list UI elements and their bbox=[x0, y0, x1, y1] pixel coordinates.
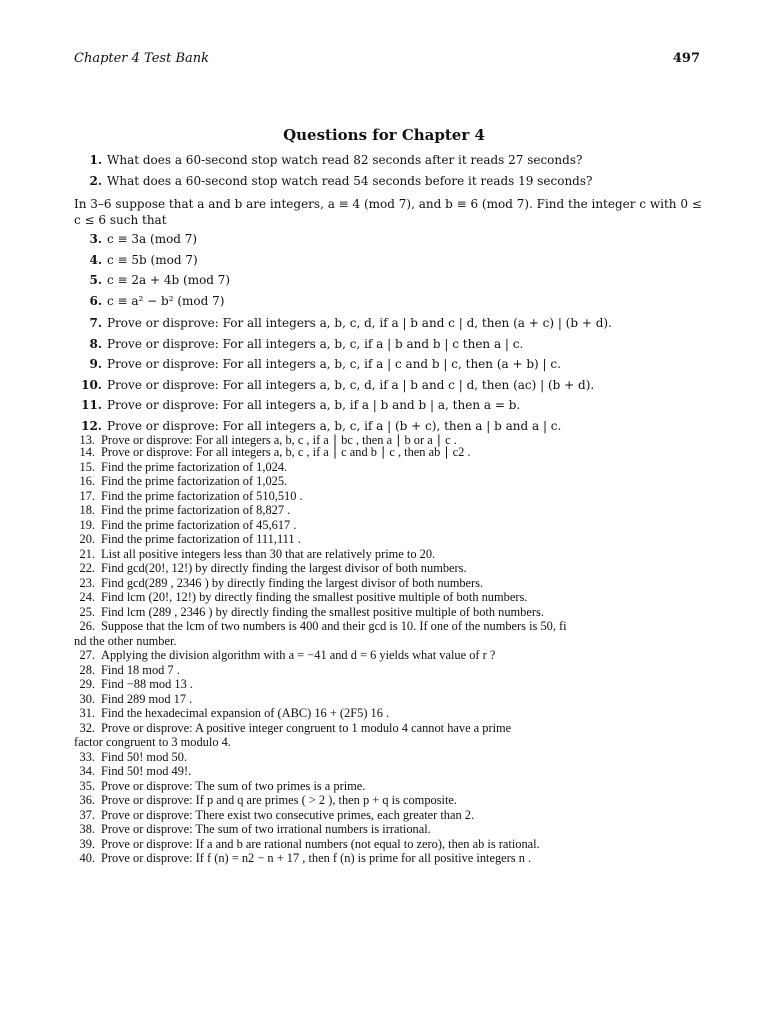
question-text: Prove or disprove: A positive integer congruent to 1 modulo 4 cannot have a prime bbox=[101, 720, 512, 735]
question-number: 27. bbox=[79, 648, 95, 662]
question-item bbox=[74, 605, 714, 620]
question-item bbox=[74, 561, 714, 576]
question-text: Find lcm (20!, 12!) by directly finding the smallest positive multiple of both numbers. bbox=[101, 590, 528, 604]
question-number: 26. bbox=[79, 619, 95, 633]
question-item bbox=[74, 721, 714, 736]
question-text: c ≡ 3a (mod 7) bbox=[107, 232, 198, 246]
intro-paragraph: In 3–6 suppose that a and b are integers, a ≡ 4 (mod 7), and b ≡ 6 (mod 7). Find the integer c with 0 ≤ c ≤ 6 such that bbox=[74, 197, 702, 227]
question-number: 7. bbox=[89, 316, 102, 330]
question-text: Find lcm (289 , 2346 ) by directly finding the smallest positive multiple of both numbers. bbox=[101, 604, 544, 619]
question-number: 32. bbox=[79, 720, 95, 735]
question-text: Find the prime factorization of 510,510 . bbox=[101, 488, 303, 503]
question-text: Prove or disprove: The sum of two primes is a prime. bbox=[101, 778, 366, 793]
question-item bbox=[74, 706, 714, 721]
question-number: 31. bbox=[79, 706, 95, 720]
question-number: 21. bbox=[79, 546, 95, 561]
question-number: 38. bbox=[79, 822, 95, 836]
question-list-c bbox=[74, 313, 710, 436]
question-text: Prove or disprove: For all integers a, b, c, if a | c and b | c, then (a + b) | c. bbox=[107, 357, 561, 371]
question-number: 20. bbox=[79, 532, 95, 546]
question-item bbox=[74, 663, 714, 678]
question-text: Prove or disprove: If f (n) = n2 − n + 17 , then f (n) is prime for all positive integers n . bbox=[101, 851, 532, 865]
question-item bbox=[74, 375, 710, 396]
question-text: Suppose that the lcm of two numbers is 400 and their gcd is 10. If one of the numbers is 50, fi bbox=[101, 619, 567, 633]
question-item bbox=[74, 229, 710, 250]
question-number: 24. bbox=[79, 590, 95, 604]
question-item bbox=[74, 764, 714, 779]
question-text: Prove or disprove: For all integers a, b, c, d, if a | b and c | d, then (ac) | (b + d). bbox=[107, 377, 595, 392]
question-text-continuation: factor congruent to 3 modulo 4. bbox=[74, 735, 231, 749]
question-text: c ≡ a² − b² (mod 7) bbox=[107, 293, 225, 308]
question-number: 30. bbox=[79, 691, 95, 706]
question-number: 11. bbox=[81, 398, 102, 412]
question-text: Prove or disprove: The sum of two irrational numbers is irrational. bbox=[101, 822, 431, 836]
question-text: Find 50! mod 49!. bbox=[101, 764, 192, 778]
question-item bbox=[74, 250, 710, 271]
question-item bbox=[74, 489, 714, 504]
page-number: 497 bbox=[672, 51, 700, 66]
question-number: 25. bbox=[79, 604, 95, 619]
question-item bbox=[74, 619, 714, 634]
question-number: 40. bbox=[79, 851, 95, 865]
question-item bbox=[74, 150, 710, 171]
question-number: 14. bbox=[79, 445, 95, 459]
question-text: Find the hexadecimal expansion of (ABC) 16 + (2F5) 16 . bbox=[101, 706, 390, 720]
question-number: 2. bbox=[89, 173, 102, 188]
question-number: 15. bbox=[79, 459, 95, 474]
question-list-b bbox=[74, 229, 710, 311]
question-text: What does a 60-second stop watch read 82 seconds after it reads 27 seconds? bbox=[107, 153, 583, 167]
question-item bbox=[74, 822, 714, 837]
question-number: 16. bbox=[79, 474, 95, 488]
question-item bbox=[74, 503, 714, 518]
question-number: 10. bbox=[81, 377, 102, 392]
question-number: 18. bbox=[79, 503, 95, 517]
question-text: Prove or disprove: For all integers a, b, c , if a ∣ c and b ∣ c , then ab ∣ c2 . bbox=[101, 445, 471, 459]
question-text: Find gcd(20!, 12!) by directly finding the largest divisor of both numbers. bbox=[101, 561, 467, 575]
question-item bbox=[74, 354, 710, 375]
section-title: Questions for Chapter 4 bbox=[283, 126, 485, 144]
question-number: 29. bbox=[79, 677, 95, 691]
question-item bbox=[74, 445, 714, 460]
question-text: Find 289 mod 17 . bbox=[101, 691, 193, 706]
question-item bbox=[74, 313, 710, 334]
question-text: Find the prime factorization of 1,024. bbox=[101, 459, 288, 474]
question-item bbox=[74, 474, 714, 489]
question-text: Find −88 mod 13 . bbox=[101, 677, 194, 691]
question-item bbox=[74, 779, 714, 794]
question-item bbox=[74, 590, 714, 605]
question-text: Prove or disprove: There exist two consecutive primes, each greater than 2. bbox=[101, 807, 475, 822]
question-text: Find the prime factorization of 111,111 . bbox=[101, 532, 301, 546]
question-text: Find 18 mod 7 . bbox=[101, 662, 180, 677]
question-text: Find gcd(289 , 2346 ) by directly finding the largest divisor of both numbers. bbox=[101, 575, 484, 590]
question-item bbox=[74, 677, 714, 692]
question-item bbox=[74, 518, 714, 533]
question-number: 6. bbox=[89, 293, 102, 308]
question-text-continuation: nd the other number. bbox=[74, 633, 177, 648]
question-text: Prove or disprove: If a and b are rational numbers (not equal to zero), then ab is rational. bbox=[101, 836, 540, 851]
question-text: Prove or disprove: For all integers a, b, c, d, if a | b and c | d, then (a + c) | (b + d). bbox=[107, 316, 612, 330]
question-item bbox=[74, 532, 714, 547]
question-text: What does a 60-second stop watch read 54 seconds before it reads 19 seconds? bbox=[107, 173, 593, 188]
question-text: Prove or disprove: For all integers a, b, c, if a | b and b | c then a | c. bbox=[107, 336, 524, 351]
question-text: c ≡ 5b (mod 7) bbox=[107, 252, 198, 267]
question-text: c ≡ 2a + 4b (mod 7) bbox=[107, 273, 231, 287]
question-number: 39. bbox=[79, 836, 95, 851]
question-number: 9. bbox=[89, 357, 102, 371]
question-item bbox=[74, 750, 714, 765]
question-item bbox=[74, 808, 714, 823]
question-number: 3. bbox=[89, 232, 102, 246]
question-item bbox=[74, 435, 714, 445]
question-number: 13. bbox=[79, 433, 95, 447]
question-text: Find 50! mod 50. bbox=[101, 749, 188, 764]
question-item bbox=[74, 395, 710, 416]
question-number: 5. bbox=[89, 273, 102, 287]
question-text: Prove or disprove: For all integers a, b, c , if a ∣ bc , then a ∣ b or a ∣ c . bbox=[101, 433, 457, 447]
question-number: 23. bbox=[79, 575, 95, 590]
question-number: 28. bbox=[79, 662, 95, 677]
question-text: Applying the division algorithm with a = −41 and d = 6 yields what value of r ? bbox=[101, 648, 496, 662]
running-header-title: Chapter 4 Test Bank bbox=[74, 51, 209, 66]
question-text: Find the prime factorization of 8,827 . bbox=[101, 503, 291, 517]
question-item bbox=[74, 576, 714, 591]
question-item bbox=[74, 851, 714, 866]
question-number: 19. bbox=[79, 517, 95, 532]
question-number: 33. bbox=[79, 749, 95, 764]
question-item bbox=[74, 692, 714, 707]
question-text: Find the prime factorization of 1,025. bbox=[101, 474, 288, 488]
question-item bbox=[74, 793, 714, 808]
question-number: 12. bbox=[81, 418, 102, 433]
question-list-d bbox=[74, 435, 714, 866]
question-item bbox=[74, 547, 714, 562]
question-item bbox=[74, 837, 714, 852]
question-number: 8. bbox=[89, 336, 102, 351]
question-item bbox=[74, 270, 710, 291]
question-number: 1. bbox=[89, 153, 102, 167]
question-number: 22. bbox=[79, 561, 95, 575]
question-text: List all positive integers less than 30 that are relatively prime to 20. bbox=[101, 546, 436, 561]
question-item bbox=[74, 171, 710, 192]
question-text: Find the prime factorization of 45,617 . bbox=[101, 517, 297, 532]
question-number: 4. bbox=[89, 252, 102, 267]
question-number: 36. bbox=[79, 793, 95, 807]
question-number: 34. bbox=[79, 764, 95, 778]
question-item bbox=[74, 460, 714, 475]
question-number: 35. bbox=[79, 778, 95, 793]
question-number: 17. bbox=[79, 488, 95, 503]
question-text: Prove or disprove: If p and q are primes ( > 2 ), then p + q is composite. bbox=[101, 793, 458, 807]
question-list-a bbox=[74, 150, 710, 191]
question-text: Prove or disprove: For all integers a, b, c, if a | (b + c), then a | b and a | c. bbox=[107, 418, 562, 433]
question-number: 37. bbox=[79, 807, 95, 822]
question-item bbox=[74, 648, 714, 663]
question-item bbox=[74, 291, 710, 312]
question-item bbox=[74, 334, 710, 355]
question-text: Prove or disprove: For all integers a, b, if a | b and b | a, then a = b. bbox=[107, 398, 521, 412]
